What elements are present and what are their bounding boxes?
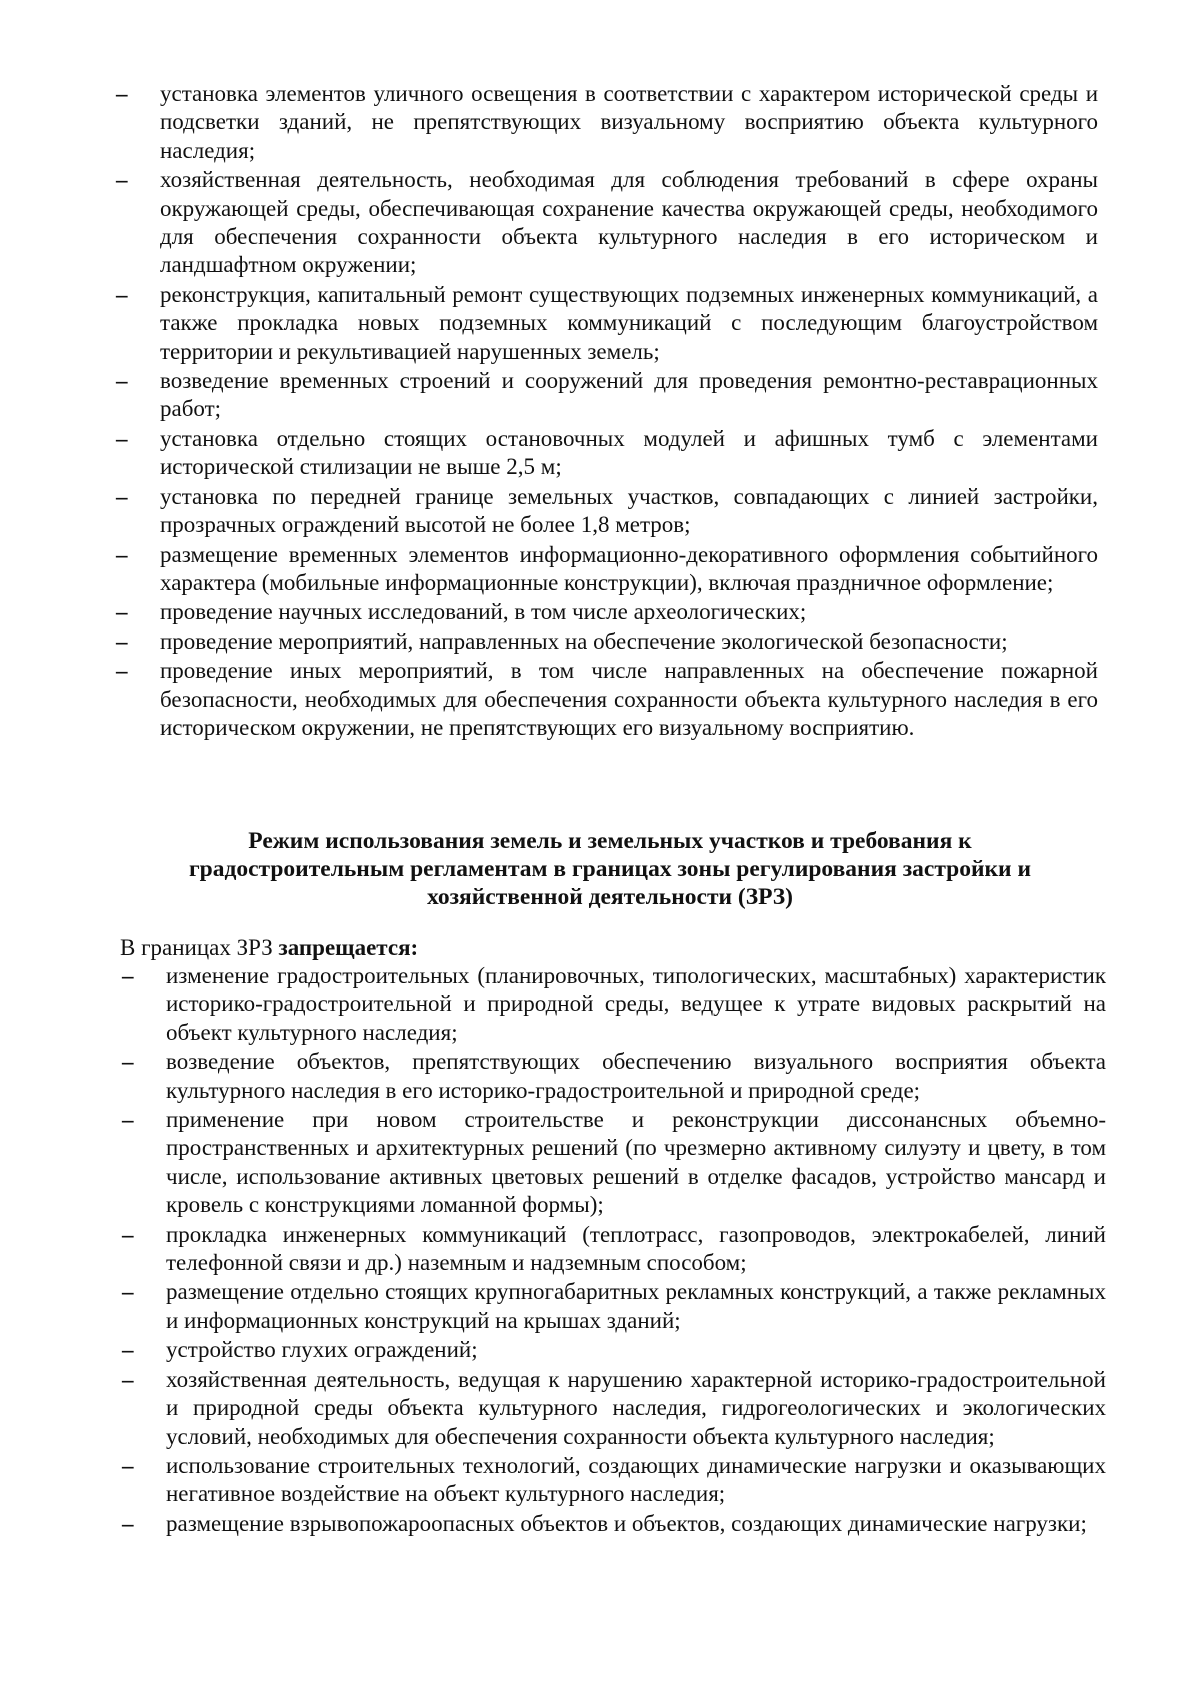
bullet-dash: – (116, 541, 128, 567)
list-item-text: размещение отдельно стоящих крупногабаритных рекламных конструкций, а также рекламных и информационных конструкций на крышах зданий; (166, 1279, 1106, 1333)
list-item-text: установка по передней границе земельных участков, совпадающих с линией застройки, прозрачных ограждений высотой не более 1,8 метров; (160, 483, 1098, 538)
list-item-text: прокладка инженерных коммуникаций (теплотрасс, газопроводов, электрокабелей, линий телефонной связи и др.) наземным и надземным способом; (166, 1221, 1106, 1276)
list-item (116, 281, 1098, 366)
bullet-dash: – (116, 281, 128, 307)
list-item-text: хозяйственная деятельность, ведущая к нарушению характерной историко-градостроительной и природной среды объекта культурного наследия, гидрогеологических и экологических условий, необходимых для обеспечения сохранности объекта культурного наследия; (166, 1366, 1106, 1449)
list-item (122, 1106, 1106, 1220)
heading-line: Режим использования земель и земельных участков и требования к (248, 828, 972, 854)
bullet-dash: – (116, 368, 128, 394)
bullet-dash: – (122, 1452, 134, 1478)
list-item-text: возведение временных строений и сооружений для проведения ремонтно-реставрационных работ; (160, 368, 1098, 422)
list-item (116, 598, 1098, 626)
prohibitions-intro (120, 934, 418, 962)
bullet-dash: – (122, 1279, 134, 1305)
permitted-activities-list (116, 80, 1098, 742)
intro-emphasis: запрещается: (278, 935, 419, 960)
section-heading (120, 827, 1100, 911)
list-item-text: возведение объектов, препятствующих обеспечению визуального восприятия объекта культурного наследия в его историко-градостроительной и природной среде; (166, 1049, 1106, 1103)
bullet-dash: – (122, 1510, 134, 1536)
list-item (122, 1278, 1106, 1335)
list-item (116, 628, 1098, 656)
list-item-text: хозяйственная деятельность, необходимая для соблюдения требований в сфере охраны окружающей среды, обеспечивающая сохранение качества окружающей среды, необходимого для обеспечения сохранности объекта культурного наследия в его историческом и ландшафтном окружении; (160, 167, 1098, 278)
bullet-dash: – (116, 483, 128, 509)
bullet-dash: – (116, 81, 128, 106)
list-item (116, 425, 1098, 482)
list-item (116, 367, 1098, 424)
intro-text: В границах ЗРЗ (120, 935, 279, 960)
list-item-text: проведение научных исследований, в том числе археологических; (160, 599, 807, 625)
list-item (116, 541, 1098, 598)
list-item (122, 1048, 1106, 1105)
list-item-text: реконструкция, капитальный ремонт существующих подземных инженерных коммуникаций, а также прокладка новых подземных коммуникаций с последующим благоустройством территории и рекультивацией нарушенных земель; (160, 281, 1098, 364)
list-item (116, 483, 1098, 540)
bullet-dash: – (122, 1337, 134, 1363)
bullet-dash: – (116, 167, 128, 193)
bullet-dash: – (122, 1107, 134, 1133)
list-item (122, 1366, 1106, 1451)
heading-line: хозяйственной деятельности (ЗРЗ) (426, 884, 794, 910)
list-item (122, 1336, 1106, 1364)
bullet-dash: – (116, 425, 128, 451)
bullet-dash: – (116, 628, 128, 654)
list-item (116, 166, 1098, 280)
bullet-dash: – (122, 1049, 134, 1075)
list-item (116, 80, 1098, 165)
list-item-text: установка элементов уличного освещения в соответствии с характером исторической среды и подсветки зданий, не препятствующих визуальному восприятию объекта культурного наследия; (160, 81, 1098, 163)
bullet-dash: – (122, 1221, 134, 1247)
list-item-text: установка отдельно стоящих остановочных модулей и афишных тумб с элементами исторической стилизации не выше 2,5 м; (160, 425, 1098, 480)
list-item-text: размещение временных элементов информационно-декоративного оформления событийного характера (мобильные информационные конструкции), включая праздничное оформление; (160, 541, 1098, 595)
list-item-text: изменение градостроительных (планировочных, типологических, масштабных) характеристик историко-градостроительной и природной среды, ведущее к утрате видовых раскрытий на объект культурного наследия; (166, 963, 1106, 1045)
bullet-dash: – (122, 963, 134, 988)
prohibited-activities-list (122, 962, 1106, 1538)
heading-line: градостроительным регламентам в границах зоны регулирования застройки и (188, 856, 1032, 882)
list-item (116, 657, 1098, 742)
list-item (122, 1221, 1106, 1278)
list-item (122, 1510, 1106, 1538)
list-item (122, 962, 1106, 1047)
bullet-dash: – (116, 658, 128, 684)
list-item (122, 1452, 1106, 1509)
list-item-text: использование строительных технологий, создающих динамические нагрузки и оказывающих негативное воздействие на объект культурного наследия; (166, 1452, 1106, 1507)
list-item-text: проведение мероприятий, направленных на обеспечение экологической безопасности; (160, 628, 1008, 654)
list-item-text: устройство глухих ограждений; (166, 1337, 478, 1363)
bullet-dash: – (116, 599, 128, 625)
list-item-text: применение при новом строительстве и реконструкции диссонансных объемно-пространственных и архитектурных решений (по чрезмерно активному силуэту и цвету, в том числе, использование активных цветовых решений в отделке фасадов, устройство мансард и кровель с конструкциями ломанной формы); (166, 1107, 1106, 1218)
list-item-text: проведение иных мероприятий, в том числе направленных на обеспечение пожарной безопасности, необходимых для обеспечения сохранности объекта культурного наследия в его историческом окружении, не препятствующих его визуальному восприятию. (160, 658, 1098, 740)
list-item-text: размещение взрывопожароопасных объектов и объектов, создающих динамические нагрузки; (166, 1510, 1087, 1536)
bullet-dash: – (122, 1366, 134, 1392)
